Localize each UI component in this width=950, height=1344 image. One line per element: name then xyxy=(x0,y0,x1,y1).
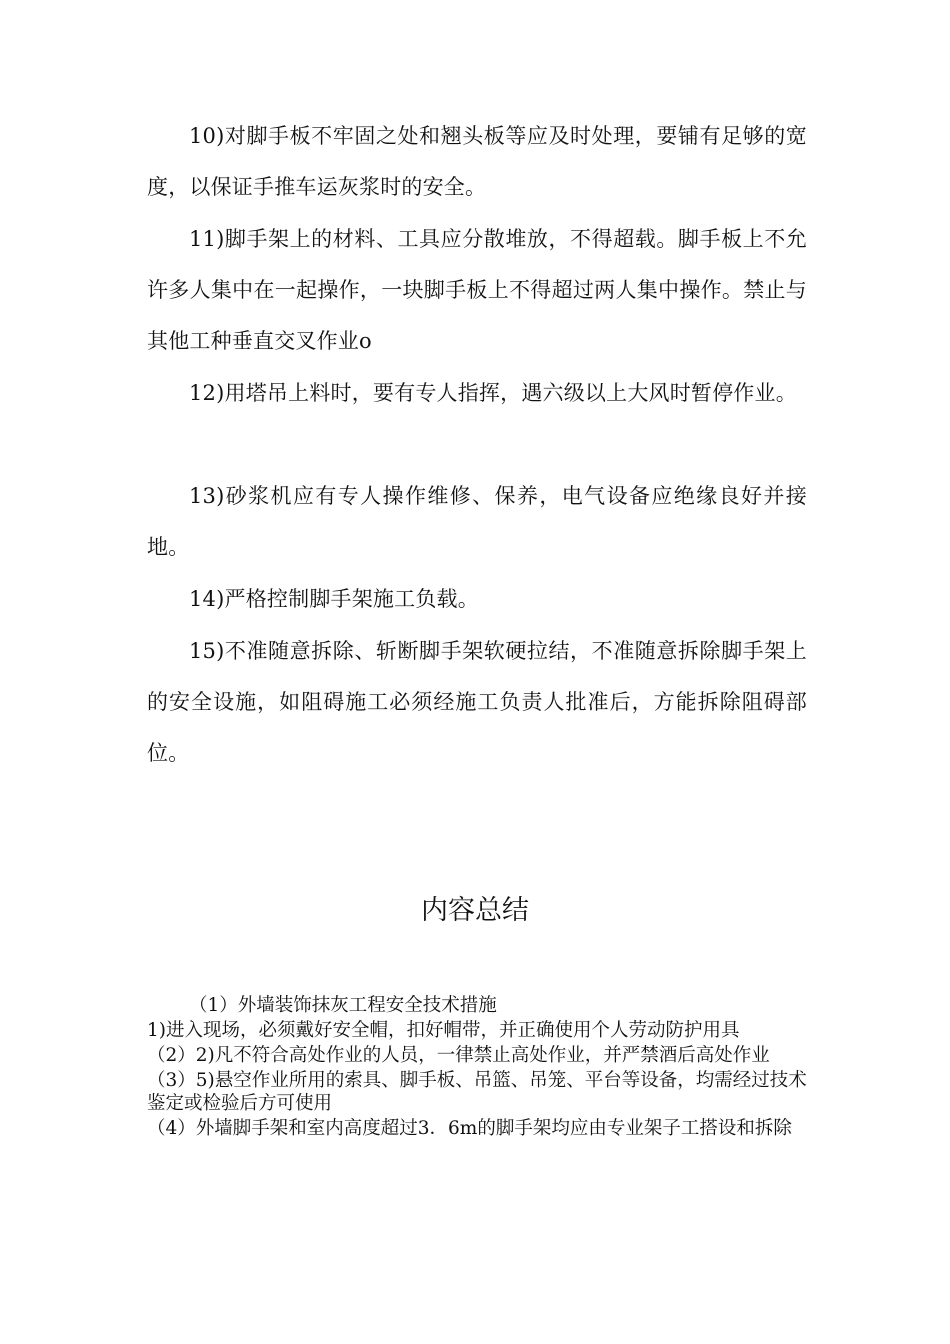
paragraph-11: 11)脚手架上的材料、工具应分散堆放，不得超载。脚手板上不允许多人集中在一起操作，一块脚手板上不得超过两人集中操作。禁止与其他工种垂直交叉作业o xyxy=(147,227,807,353)
summary-item-3: （3）5)悬空作业所用的索具、脚手板、吊篮、吊笼、平台等设备，均需经过技术鉴定或检验后方可使用 xyxy=(147,1070,807,1114)
paragraph-14: 14)严格控制脚手架施工负载。 xyxy=(189,587,479,611)
summary-section xyxy=(147,994,807,1140)
summary-intro: （1）外墙装饰抹灰工程安全技术措施 xyxy=(189,995,497,1016)
paragraph-10: 10)对脚手板不牢固之处和翘头板等应及时处理，要铺有足够的宽度，以保证手推车运灰浆时的安全。 xyxy=(147,124,807,199)
paragraph-13: 13)砂浆机应有专人操作维修、保养，电气设备应绝缘良好并接地。 xyxy=(147,484,807,559)
paragraph-15: 15)不准随意拆除、斩断脚手架软硬拉结，不准随意拆除脚手架上的安全设施，如阻碍施工必须经施工负责人批准后，方能拆除阻碍部位。 xyxy=(147,639,807,765)
summary-item-1: 1)进入现场，必须戴好安全帽，扣好帽带，并正确使用个人劳动防护用具 xyxy=(147,1020,740,1041)
summary-item-2: （2）2)凡不符合高处作业的人员，一律禁止高处作业，并严禁酒后高处作业 xyxy=(147,1045,770,1066)
summary-item-4: （4）外墙脚手架和室内高度超过3．6m的脚手架均应由专业架子工搭设和拆除 xyxy=(147,1118,792,1139)
paragraph-12: 12)用塔吊上料时，要有专人指挥，遇六级以上大风时暂停作业。 xyxy=(189,381,797,405)
summary-title: 内容总结 xyxy=(421,895,529,926)
